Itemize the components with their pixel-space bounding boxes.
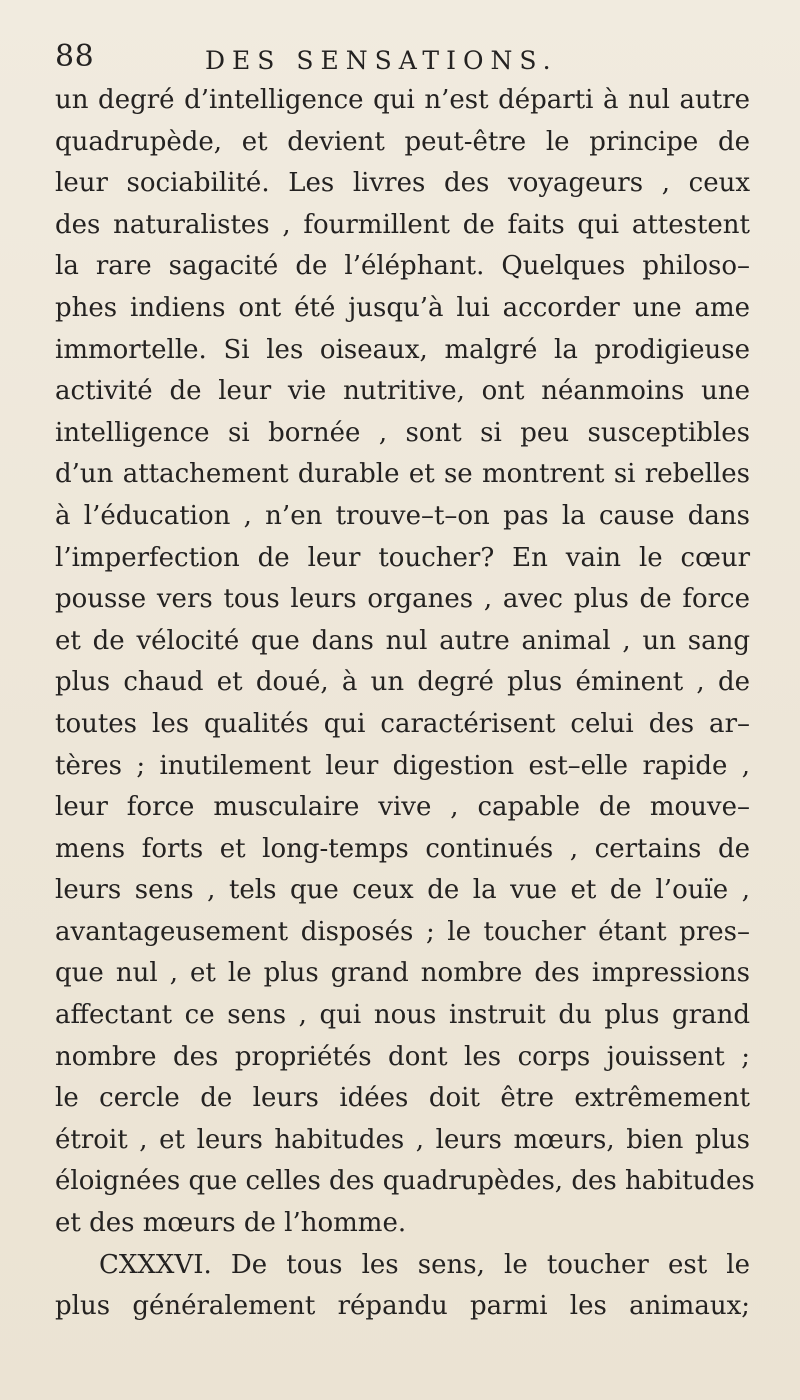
section-heading-line: CXXXVI. De tous les sens, le toucher est le [99, 1249, 750, 1280]
text-line: et de vélocité que dans nul autre animal , un sang [55, 625, 750, 656]
text-line: un degré d’intelligence qui n’est départi à nul autre [55, 85, 750, 115]
text-line: d’un attachement durable et se montrent si rebelles [55, 459, 750, 490]
text-line: mens forts et long-temps continués , certains de [55, 833, 750, 864]
text-line: leur force musculaire vive , capable de mouve– [55, 792, 750, 823]
text-line: à l’éducation , n’en trouve–t–on pas la cause dans [55, 500, 750, 531]
text-line: éloignées que celles des quadrupèdes, des habitudes [55, 1166, 755, 1197]
text-line: quadrupède, et devient peut-être le principe de [55, 126, 750, 157]
text-line: toutes les qualités qui caractérisent celui des ar– [55, 708, 750, 739]
text-line: plus chaud et doué, à un degré plus éminent , de [55, 667, 750, 698]
text-line: leur sociabilité. Les livres des voyageurs , ceux [55, 168, 750, 199]
text-line: phes indiens ont été jusqu’à lui accorder une ame [55, 292, 750, 323]
text-line: intelligence si bornée , sont si peu susceptibles [55, 417, 750, 448]
text-line: que nul , et le plus grand nombre des impressions [55, 958, 750, 989]
text-line: affectant ce sens , qui nous instruit du plus grand [55, 1000, 750, 1031]
body-text [55, 80, 755, 1328]
text-line: la rare sagacité de l’éléphant. Quelques philoso– [55, 251, 750, 282]
text-line: nombre des propriétés dont les corps jouissent ; [55, 1041, 750, 1072]
text-line: et des mœurs de l’homme. [55, 1208, 407, 1239]
text-line: des naturalistes , fourmillent de faits qui attestent [55, 209, 750, 240]
running-head: DES SENSATIONS. [205, 46, 558, 75]
text-line: pousse vers tous leurs organes , avec plus de force [55, 584, 750, 615]
text-line: activité de leur vie nutritive, ont néanmoins une [55, 376, 750, 407]
text-line: étroit , et leurs habitudes , leurs mœurs, bien plus [55, 1124, 750, 1155]
text-line: leurs sens , tels que ceux de la vue et de l’ouïe , [55, 875, 750, 906]
text-line: le cercle de leurs idées doit être extrêmement [55, 1083, 750, 1114]
page-number: 88 [55, 39, 95, 74]
text-line: avantageusement disposés ; le toucher étant pres– [55, 916, 750, 947]
text-line: immortelle. Si les oiseaux, malgré la prodigieuse [55, 334, 750, 365]
text-line: plus généralement répandu parmi les animaux; [55, 1291, 750, 1322]
text-line: tères ; inutilement leur digestion est–elle rapide , [55, 750, 750, 781]
text-line: l’imperfection de leur toucher? En vain le cœur [55, 542, 750, 573]
